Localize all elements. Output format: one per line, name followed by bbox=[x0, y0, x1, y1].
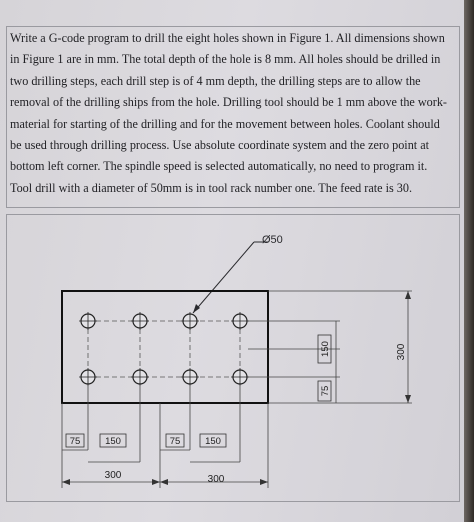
hole-centerlines bbox=[88, 321, 240, 377]
dim-300-b: 300 bbox=[207, 474, 225, 485]
dim-150-a: 150 bbox=[105, 436, 121, 447]
problem-line-7: bottom left corner. The spindle speed is selected automatically, no need to program it. bbox=[10, 159, 428, 174]
problem-line-8: Tool drill with a diameter of 50mm is in tool rack number one. The feed rate is 30. bbox=[10, 180, 413, 195]
problem-line-6: be used through drilling process. Use absolute coordinate system and the zero point at bbox=[10, 138, 430, 153]
hole-8 bbox=[231, 368, 249, 386]
hole-3 bbox=[181, 312, 199, 330]
horizontal-extension-lines bbox=[62, 386, 268, 488]
hole-2 bbox=[131, 312, 149, 330]
dim-75-v: 75 bbox=[320, 385, 331, 397]
dim-75-b: 75 bbox=[169, 436, 181, 447]
dim-75-a: 75 bbox=[69, 436, 81, 447]
dim-300-v: 300 bbox=[396, 343, 407, 361]
problem-line-2: in Figure 1 are in mm. The total depth of the hole is 8 mm. All holes should be drilled in bbox=[10, 52, 441, 67]
problem-line-1: Write a G-code program to drill the eight holes shown in Figure 1. All dimensions shown bbox=[10, 31, 445, 45]
diameter-leader-line bbox=[193, 242, 254, 313]
hole-1 bbox=[79, 312, 97, 330]
horizontal-dimension-lines bbox=[62, 450, 268, 482]
dim-150-b: 150 bbox=[205, 436, 221, 447]
hole-4 bbox=[231, 312, 249, 330]
dim-150-v: 150 bbox=[320, 341, 331, 357]
dim-300-a: 300 bbox=[104, 470, 122, 481]
problem-line-5: material for starting of the drilling and for the movement between holes. Coolant should bbox=[10, 116, 440, 131]
hole-6 bbox=[131, 368, 149, 386]
hole-5 bbox=[79, 368, 97, 386]
diameter-label: Ø50 bbox=[262, 234, 283, 246]
photo-edge-shadow bbox=[464, 0, 474, 522]
problem-line-4: removal of the drilling ships from the hole. Drilling tool should be 1 mm above the work- bbox=[10, 95, 447, 110]
workpiece-outline bbox=[62, 291, 268, 403]
hole-7 bbox=[181, 368, 199, 386]
problem-line-3: two drilling steps, each drill step is of 4 mm depth, the drilling steps are to allow the bbox=[10, 73, 421, 88]
